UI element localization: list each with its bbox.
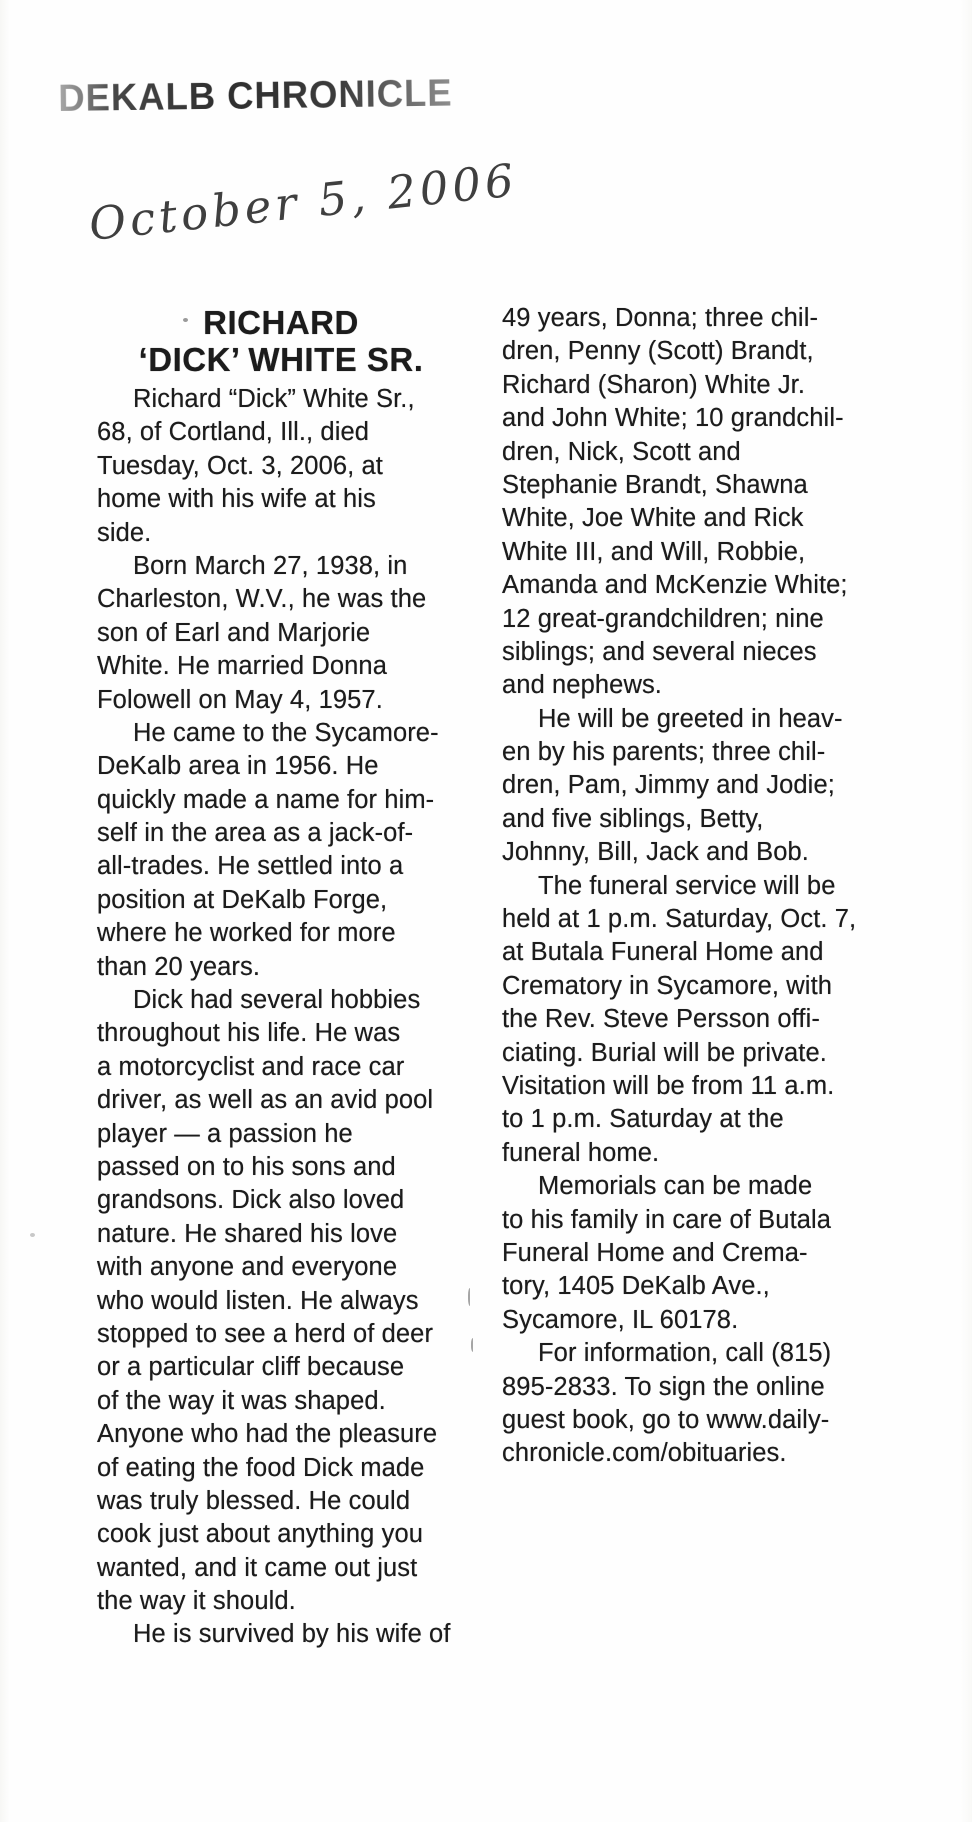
body-line: funeral home. bbox=[502, 1138, 660, 1167]
body-line: side. bbox=[97, 518, 152, 547]
body-line: chronicle.com/obituaries. bbox=[502, 1439, 787, 1468]
body-line: home with his wife at his bbox=[97, 485, 376, 514]
body-line: Stephanie Brandt, Shawna bbox=[502, 470, 808, 499]
body-line: stopped to see a herd of deer bbox=[97, 1319, 434, 1348]
newspaper-name-stamp: DEKALB CHRONICLE bbox=[58, 72, 453, 120]
body-line: White III, and Will, Robbie, bbox=[502, 537, 806, 566]
body-line: He is survived by his wife of bbox=[133, 1620, 451, 1649]
body-line: siblings; and several nieces bbox=[502, 637, 817, 666]
obituary-body-right bbox=[502, 302, 908, 1471]
body-line: Richard (Sharon) White Jr. bbox=[502, 370, 806, 399]
body-line: en by his parents; three chil- bbox=[502, 738, 826, 767]
body-line: dren, Pam, Jimmy and Jodie; bbox=[502, 771, 835, 800]
body-line: and John White; 10 grandchil- bbox=[502, 404, 844, 433]
body-line: Born March 27, 1938, in bbox=[133, 551, 408, 580]
body-line: to 1 p.m. Saturday at the bbox=[502, 1105, 784, 1134]
body-line: Amanda and McKenzie White; bbox=[502, 571, 848, 600]
body-line: For information, call (815) bbox=[538, 1339, 832, 1368]
body-line: Visitation will be from 11 a.m. bbox=[502, 1071, 835, 1100]
body-line: He will be greeted in heav- bbox=[538, 704, 843, 733]
body-line: Richard “Dick” White Sr., bbox=[133, 385, 415, 413]
body-line: who would listen. He always bbox=[97, 1286, 419, 1315]
body-line: He came to the Sycamore- bbox=[133, 718, 439, 747]
body-line: White. He married Donna bbox=[97, 652, 387, 681]
body-line: position at DeKalb Forge, bbox=[97, 885, 388, 914]
body-line: and nephews. bbox=[502, 671, 662, 700]
body-line: at Butala Funeral Home and bbox=[502, 938, 824, 967]
body-line: DeKalb area in 1956. He bbox=[97, 752, 379, 781]
body-line: tory, 1405 DeKalb Ave., bbox=[502, 1272, 770, 1301]
body-line: dren, Penny (Scott) Brandt, bbox=[502, 337, 814, 366]
body-line: Memorials can be made bbox=[538, 1172, 813, 1201]
body-line: passed on to his sons and bbox=[97, 1152, 396, 1181]
body-line: Funeral Home and Crema- bbox=[502, 1238, 808, 1267]
body-line: grandsons. Dick also loved bbox=[97, 1186, 405, 1215]
body-line: all-trades. He settled into a bbox=[97, 852, 404, 881]
scan-artifact-tick bbox=[471, 1338, 476, 1352]
body-line: and five siblings, Betty, bbox=[502, 804, 764, 833]
handwritten-date: October 5, 2006 bbox=[86, 153, 520, 251]
body-line: driver, as well as an avid pool bbox=[97, 1086, 434, 1115]
body-line: held at 1 p.m. Saturday, Oct. 7, bbox=[502, 905, 857, 934]
body-line: ciating. Burial will be private. bbox=[502, 1038, 827, 1067]
scan-artifact-dot bbox=[30, 1233, 35, 1237]
body-line: where he worked for more bbox=[97, 919, 396, 948]
body-line: or a particular cliff because bbox=[97, 1353, 405, 1382]
body-line: Tuesday, Oct. 3, 2006, at bbox=[97, 451, 383, 480]
body-line: 895-2833. To sign the online bbox=[502, 1372, 825, 1401]
body-line: White, Joe White and Rick bbox=[502, 504, 804, 533]
body-line: Crematory in Sycamore, with bbox=[502, 971, 833, 1000]
body-line: guest book, go to www.daily- bbox=[502, 1405, 830, 1434]
body-line: throughout his life. He was bbox=[97, 1019, 401, 1048]
body-line: dren, Nick, Scott and bbox=[502, 437, 741, 466]
body-line: to his family in care of Butala bbox=[502, 1205, 832, 1234]
body-line: wanted, and it came out just bbox=[97, 1553, 418, 1582]
body-line: Johnny, Bill, Jack and Bob. bbox=[502, 838, 809, 867]
body-line: was truly blessed. He could bbox=[97, 1486, 411, 1515]
obituary-body-left bbox=[97, 383, 465, 1652]
body-line: The funeral service will be bbox=[538, 871, 836, 900]
obituary-column-right bbox=[502, 302, 908, 1471]
headline-line-2: ‘DICK’ WHITE SR. bbox=[138, 341, 424, 378]
body-line: cook just about anything you bbox=[97, 1520, 424, 1549]
body-line: 12 great-grandchildren; nine bbox=[502, 604, 824, 633]
body-line: Sycamore, IL 60178. bbox=[502, 1305, 739, 1334]
body-line: of eating the food Dick made bbox=[97, 1453, 425, 1482]
body-line: player — a passion he bbox=[97, 1119, 353, 1148]
body-line: with anyone and everyone bbox=[97, 1253, 398, 1282]
headline-line-1: RICHARD bbox=[203, 304, 359, 341]
scan-artifact-tick bbox=[468, 1288, 473, 1306]
body-line: Anyone who had the pleasure bbox=[97, 1420, 438, 1449]
body-line: 68, of Cortland, Ill., died bbox=[97, 418, 370, 447]
body-line: of the way it was shaped. bbox=[97, 1386, 386, 1415]
body-line: than 20 years. bbox=[97, 952, 261, 981]
obituary-column-left bbox=[97, 304, 465, 1652]
body-line: self in the area as a jack-of- bbox=[97, 819, 414, 848]
body-line: nature. He shared his love bbox=[97, 1219, 398, 1248]
body-line: a motorcyclist and race car bbox=[97, 1052, 405, 1081]
body-line: son of Earl and Marjorie bbox=[97, 618, 371, 647]
obituary-headline bbox=[97, 304, 465, 378]
body-line: Folowell on May 4, 1957. bbox=[97, 685, 383, 714]
body-line: Dick had several hobbies bbox=[133, 986, 421, 1015]
body-line: 49 years, Donna; three chil- bbox=[502, 304, 819, 332]
body-line: Charleston, W.V., he was the bbox=[97, 585, 427, 614]
body-line: the Rev. Steve Persson offi- bbox=[502, 1005, 820, 1034]
body-line: the way it should. bbox=[97, 1587, 296, 1616]
body-line: quickly made a name for him- bbox=[97, 785, 435, 814]
